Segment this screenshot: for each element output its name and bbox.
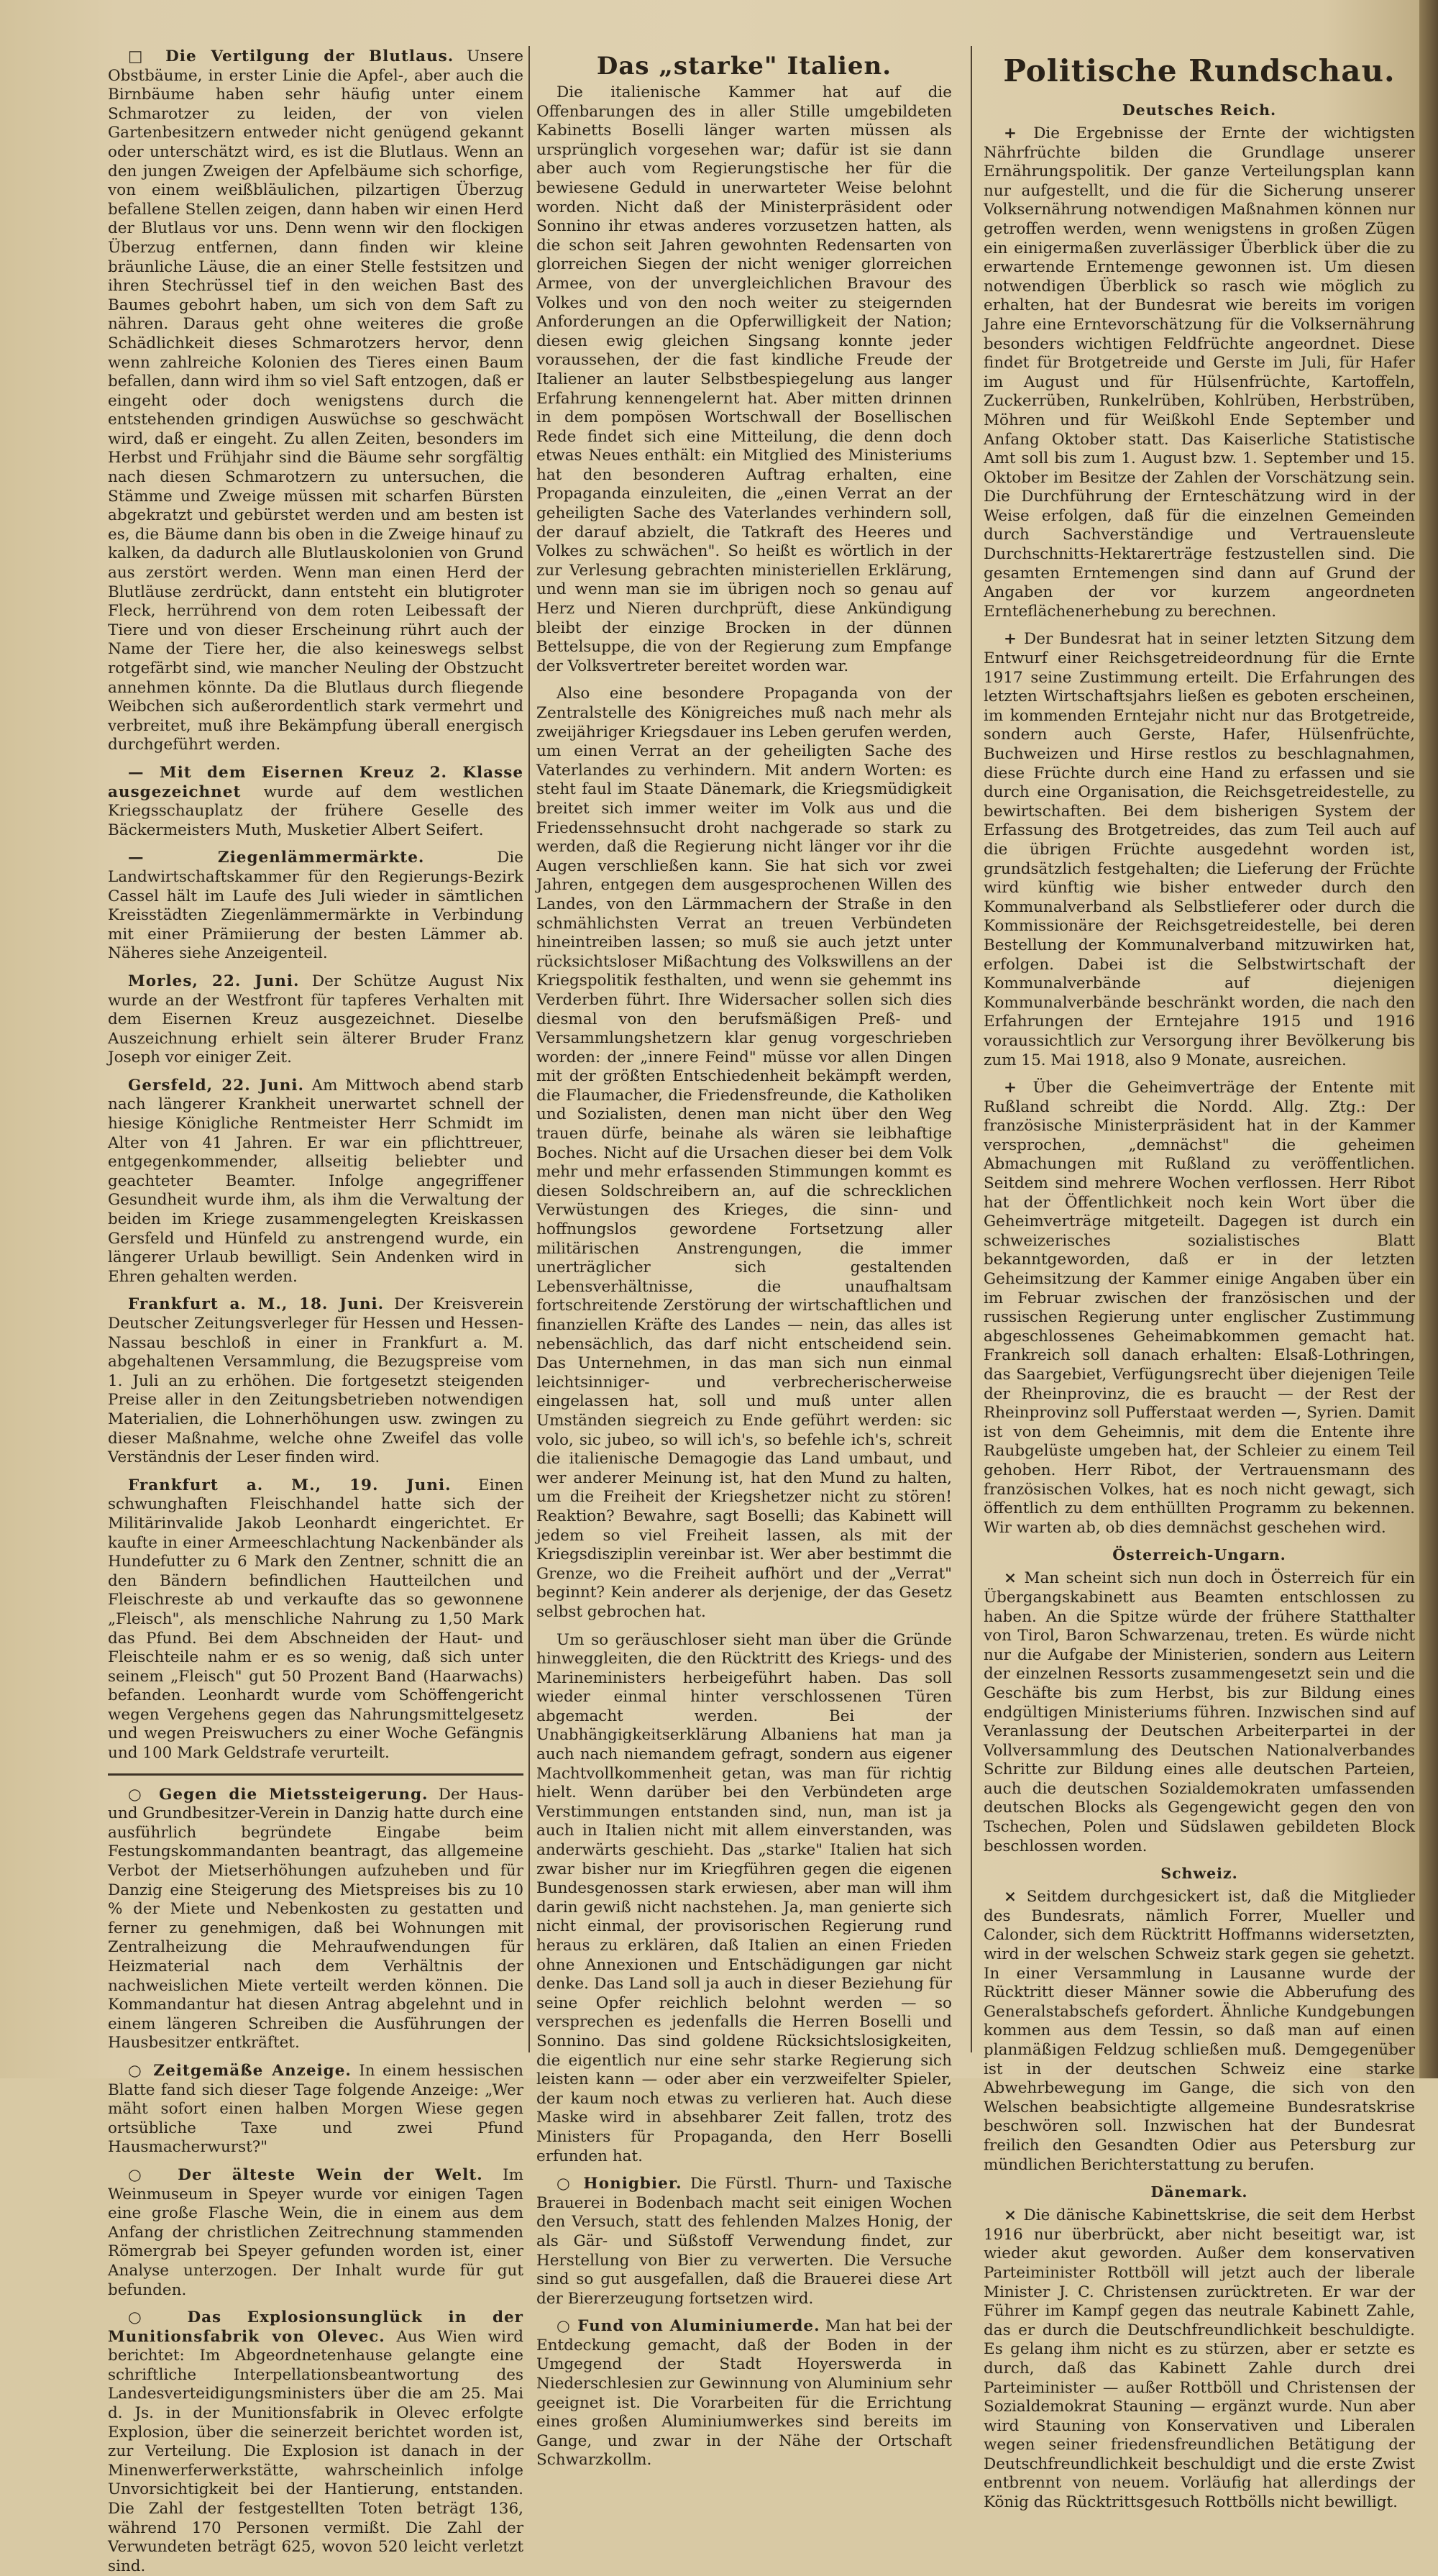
column-local-news [108, 47, 523, 2575]
article: Also eine besondere Propaganda von der Zentralstelle des Königreiches muß nach mehr als zweijähriger Kriegsdauer ins Leben gerufen werden, um einen Verrat an der geheiligten Sache des Vaterlandes zu verhindern. Mit andern Worten: es steht faul im Staate Dänemark, die Kriegsmüdigkeit breitet sich immer weiter im Volk aus und die Friedenssehnsucht droht nachgerade so stark zu werden, daß die Regierung nicht länger vor ihr die Augen verschließen kann. Sie hat sich vor zwei Jahren, entgegen dem ausgesprochenen Willen des Landes, von den Lärmmachern der Straße in den schmählichsten Verrat an treuen Verbündeten hineintreiben lassen; so muß sie auch jetzt unter rücksichtsloser Mißachtung des Volkswillens an der Kriegspolitik festhalten, und wenn sie gehemmt ins Verderben führt. Ihre Widersacher sollen sich dies diesmal von den berufsmäßigen Preß- und Versammlungshetzern klar genug vorgeschrieben worden: der „innere Feind" müsse vor allen Dingen mit der größten Entschiedenheit bekämpft werden, die Flaumacher, die Friedensfreunde, die Katholiken und Sozialisten, denen man nicht über den Weg trauen dürfe, beinahe als wären sie leibhaftige Boches. Nicht auf die Ursachen dieser bei dem Volk mehr und mehr erfassenden Stimmungen kommt es diesen Soldschreibern an, auf die schrecklichen Verwüstungen des Krieges, die sinn- und hoffnungslos gewordene Fortsetzung aller militärischen Anstrengungen, die immer unerträglicher sich gestaltenden Lebensverhältnisse, die unaufhaltsam fortschreitende Zerstörung der wirtschaftlichen und finanziellen Kräfte des Landes — nein, das alles ist nebensächlich, das darf nicht entscheidend sein. Das Unternehmen, in das man sich nun einmal leichtsinniger- und verbrecherischerweise eingelassen hat, soll und muß unter allen Umständen siegreich zu Ende geführt werden: sic volo, sic jubeo, so will ich's, so befehle ich's, schreit die italienische Demagogie das Land umbaut, und wer anderer Meinung ist, hat den Mund zu halten, um die Freiheit der Kriegshetzer nicht zu stören! Reaktion? Bewahre, sagt Boselli; das Kabinett will jedem so viel Freiheit lassen, als mit der Kriegsdisziplin vereinbar ist. Wer aber bestimmt die Grenze, wo die Freiheit aufhört und der „Verrat" beginnt? Kein anderer als derjenige, der das Gesetz selbst gebrochen hat. [536, 685, 952, 1621]
article: × Die dänische Kabinettskrise, die seit dem Herbst 1916 nur überbrückt, aber nicht beseitigt war, ist wieder akut geworden. Außer dem konservativen Parteiminister Rottböll will jetzt auch der liberale Minister J. C. Christensen zurücktreten. Er war der Führer im Kampf gegen das neutrale Kabinett Zahle, das er durch die Deutschfreundlichkeit beschuldigte. Es gelang ihm nicht es zu stürzen, aber er setzte es durch, daß das Kabinett Zahle durch drei Parteiminister — außer Rottböll und Christensen der Sozialdemokrat Stauning — ergänzt wurde. Nun aber wird Stauning von Konservativen und Liberalen wegen seiner friedensfreundlichen Betätigung der Deutschfreundlichkeit beschuldigt und die erste Zwist entbrennt von neuem. Vorläufig hat allerdings der König das Rücktrittsgesuch Rottbölls nicht bewilligt. [984, 2206, 1415, 2512]
article: — Ziegenlämmermärkte. Die Landwirtschaftskammer für den Regierungs-Bezirk Cassel hält im Laufe des Juli wieder in sämtlichen Kreisstädten Ziegenlämmermärkte in Verbindung mit einer Prämiierung der besten Lämmer ab. Näheres siehe Anzeigenteil. [108, 849, 523, 963]
article: Morles, 22. Juni. Der Schütze August Nix wurde an der Westfront für tapferes Verhalten mit dem Eisernen Kreuz ausgezeichnet. Dieselbe Auszeichnung erhielt sein älterer Bruder Franz Joseph vor einiger Zeit. [108, 972, 523, 1067]
article-title: Das „starke" Italien. [596, 52, 892, 81]
article: — Mit dem Eisernen Kreuz 2. Klasse ausgezeichnet wurde auf dem westlichen Kriegsschauplatz der frühere Geselle des Bäckermeisters Muth, Musketier Albert Seifert. [108, 763, 523, 839]
column-rule-right [971, 46, 972, 2052]
article: Frankfurt a. M., 18. Juni. Der Kreisverein Deutscher Zeitungsverleger für Hessen und Hessen-Nassau beschloß in einer in Frankfurt a. M. abgehaltenen Versammlung, die Bezugspreise vom 1. Juli an zu erhöhen. Die fortgesetzt steigenden Preise aller in den Zeitungsbetrieben notwendigen Materialien, die Lohnerhöhungen usw. zwingen zu dieser Maßnahme, welche ohne Zweifel das volle Verständnis der Leser finden wird. [108, 1295, 523, 1467]
article: Um so geräuschloser sieht man über die Gründe hinweggleiten, die den Rücktritt des Kriegs- und des Marineministers herbeigeführt haben. Das soll wieder einmal hinter verschlossenen Türen abgemacht werden. Bei der Unabhängigkeitserklärung Albaniens hat man ja auch nach niemandem gefragt, sondern aus eigener Machtvollkommenheit getan, was man für richtig hielt. Wenn darüber bei den Verbündeten arge Verstimmungen entstanden sind, nun, man ist ja auch in Italien nicht mit allem einverstanden, was anderwärts geschieht. Das „starke" Italien hat sich zwar bisher nur im Kriegführen gegen die eigenen Bundesgenossen stark erwiesen, aber man will ihm darin gewiß nicht nachstehen. Ja, man genierte sich nicht einmal, der provisorischen Regierung rund heraus zu erklären, daß Italien an einen Frieden ohne Annexionen und Entschädigungen gar nicht denke. Das Land soll ja auch in dieser Beziehung für seine Opfer reichlich belohnt werden — so versprechen es jedenfalls die Herren Boselli und Sonnino. Das sind goldene Rücksichtslosigkeiten, die eigentlich nur eine sehr starke Regierung sich leisten kann — oder aber ein verzweifelter Spieler, der kaum noch etwas zu verlieren hat. Auch diese Maske wird in absehbarer Zeit fallen, trotz des Ministers für Propaganda, den Herr Boselli erfunden hat. [536, 1630, 952, 2165]
article: ○ Gegen die Mietssteigerung. Der Haus- und Grundbesitzer-Verein in Danzig hatte durch eine ausführlich begründete Eingabe beim Festungskommandanten beantragt, das allgemeine Verbot der Mietserhöhungen aufzuheben und für Danzig eine Steigerung des Mietspreises bis zu 10 % der Miete und Nebenkosten zu gestatten und ferner zu genehmigen, daß bei Wohnungen mit Zentralheizung die Mehraufwendungen für Heizmaterial nach dem Verhältnis der nachweislichen Miete verteilt werden können. Die Kommandantur hat diesen Antrag abgelehnt und in einem längeren Schreiben die Ausführungen der Hausbesitzer entkräftet. [108, 1785, 523, 2052]
section-divider [108, 1773, 523, 1776]
article: + Die Ergebnisse der Ernte der wichtigsten Nährfrüchte bilden die Grundlage unserer Ernährungspolitik. Der ganze Verteilungsplan kann nur aufgestellt, und die für die Sicherung unserer Volksernährung notwendigen Maßnahmen können nur getroffen werden, wenn wenigstens in großen Zügen ein einigermaßen zuverlässiger Überblick über die zu erwartende Erntemenge gewonnen ist. Um diesen notwendigen Überblick so rasch wie möglich zu erhalten, hat der Bundesrat wie bereits im vorigen Jahre eine Erntevorschätzung für die Volksernährung besonders wichtigen Feldfrüchte angeordnet. Diese findet für Brotgetreide und Gerste im Juli, für Hafer im August und für Hülsenfrüchte, Kartoffeln, Zuckerrüben, Runkelrüben, Kohlrüben, Herbstrüben, Möhren und für Weißkohl Ende September und Anfang Oktober statt. Das Kaiserliche Statistische Amt soll bis zum 1. August bzw. 1. September und 15. Oktober im Besitze der Zahlen der Vorschätzung sein. Die Durchführung der Ernteschätzung wird in der Weise erfolgen, daß für die einzelnen Gemeinden durch Sachverständige und Vertrauensleute Durchschnitts-Hektarerträge festzustellen sind. Die gesamten Erntemengen sind dann auf Grund der Angaben der vor kurzem angeordneten Ernteflächenerhebung zu berechnen. [984, 124, 1415, 621]
article: Die italienische Kammer hat auf die Offenbarungen des in aller Stille umgebildeten Kabinetts Boselli länger warten müssen als ursprünglich vorgesehen war; dafür ist sie dann aber auch vom Regierungstische her für die bewiesene Geduld in unerwarteter Weise belohnt worden. Nicht daß der Ministerpräsident oder Sonnino ihr etwas anderes vorzusetzen hatten, als die schon seit Jahren gewohnten Redensarten von glorreichen Siegen der nicht weniger glorreichen Armee, von der unvergleichlichen Bravour des Volkes und von den noch weiter zu steigernden Anforderungen an die Opferwilligkeit der Nation; diesen ewig gleichen Singsang konnte jeder voraussehen, der die fast kindliche Freude der Italiener an lauter Selbstbespiegelung aus langer Erfahrung kennengelernt hat. Aber mitten drinnen in dem pompösen Wortschwall der Bosellischen Rede findet sich eine Mitteilung, die denn doch etwas Neues enthält: ein Mitglied des Ministeriums hat den besonderen Auftrag erhalten, eine Propaganda einzuleiten, die „einen Verrat an der geheiligten Sache des Vaterlandes verhindern soll, der darauf abzielt, die Tatkraft des Heeres und Volkes zu schwächen". So heißt es wörtlich in der zur Verlesung gebrachten ministeriellen Erklärung, und wenn man sie im übrigen noch so genau auf Herz und Nieren durchprüft, diese Ankündigung bleibt der einzige Brocken in der dünnen Bettelsuppe, die von der Regierung zum Empfange der Volksvertreter bereitet worden war. [536, 83, 952, 675]
article: × Man scheint sich nun doch in Österreich für ein Übergangskabinett aus Beamten entschlossen zu haben. An die Spitze würde der frühere Statthalter von Tirol, Baron Schwarzenau, treten. Es würde nicht nur die Aufgabe der Ministerien, sondern aus Leitern der einzelnen Ressorts zusammengesetzt sein und die Geschäfte bis zum Herbst, bis zur Bildung eines endgültigen Ministeriums führen. Inzwischen sind auf Veranlassung der Deutschen Arbeiterpartei in der Vollversammlung des Deutschen Nationalverbandes Schritte zur Bildung eines alle deutschen Parteien, auch die deutschen Sozialdemokraten umfassenden deutschen Blocks als Gegengewicht gegen den von Tschechen, Polen und Südslawen gebildeten Block beschlossen worden. [984, 1569, 1415, 1855]
article: + Der Bundesrat hat in seiner letzten Sitzung dem Entwurf einer Reichsgetreideordnung für die Ernte 1917 seine Zustimmung erteilt. Die Erfahrungen des letzten Wirtschaftsjahrs ließen es geboten erscheinen, im kommenden Erntejahr nicht nur das Brotgetreide, sondern auch Gerste, Hafer, Hülsenfrüchte, Buchweizen und Hirse restlos zu beschlagnahmen, diese Früchte durch eine Hand zu erfassen und sie durch eine Organisation, die Reichsgetreidestelle, zu bewirtschaften. Bei dem bisherigen System der Erfassung des Brotgetreides, das zum Teil auch auf die übrigen Früchte ausgedehnt worden ist, grundsätzlich festgehalten; die Lieferung der Früchte wird künftig wie bisher entweder durch den Kommunalverband als Selbstlieferer oder durch die Kommissionäre der Reichsgetreidestelle, bei deren Bestellung der Kommunalverband mitzuwirken hat, erfolgen. Dabei ist die Selbstwirtschaft der Kommunalverbände auf diejenigen Kommunalverbände beschränkt worden, die nach den Erfahrungen der Erntejahre 1915 und 1916 voraussichtlich zur Versorgung ihrer Bevölkerung bis zum 15. Mai 1918, also 9 Monate, ausreichen. [984, 630, 1415, 1069]
article: ○ Zeitgemäße Anzeige. In einem hessischen Blatte fand sich dieser Tage folgende Anzeige: „Wer mäht sofort einen halben Morgen Wiese gegen ortsübliche Taxe und zwei Pfund Hausmacherwurst?" [108, 2061, 523, 2157]
column-political-review [984, 47, 1415, 2512]
page-edge-shadow [1419, 0, 1438, 2078]
article: × Seitdem durchgesickert ist, daß die Mitglieder des Bundesrats, nämlich Forrer, Mueller und Calonder, sich dem Rücktritt Hoffmanns widersetzten, wird in der welschen Schweiz stark gegen sie gehetzt. In einer Versammlung in Lausanne wurde der Rücktritt dieser Männer sowie die Abberufung des Generalstabschefs gefordert. Ähnliche Kundgebungen kommen aus dem Tessin, so daß man auf einen planmäßigen Feldzug schließen muß. Demgegenüber ist in der deutschen Schweiz eine starke Abwehrbewegung im Gange, die sich von den Welschen beabsichtigte allgemeine Bundesratskrise beschwören soll. Inzwischen hat der Bundesrat freilich den Gesandten Odier aus Petersburg zur mündlichen Berichterstattung zu berufen. [984, 1888, 1415, 2174]
article: ○ Fund von Aluminiumerde. Man hat bei der Entdeckung gemacht, daß der Boden in der Umgegend der Stadt Hoyerswerda in Niederschlesien zur Gewinnung von Aluminium sehr geeignet ist. Die Vorarbeiten für die Errichtung eines großen Aluminiumwerkes sind bereits im Gange, und zwar in der Nähe der Ortschaft Schwarzkollm. [536, 2317, 952, 2470]
article: Frankfurt a. M., 19. Juni. Einen schwunghaften Fleischhandel hatte sich der Militärinvalide Jakob Leonhardt eingerichtet. Er kaufte in einer Armeeschlachtung Nackenbänder als Hundefutter zu 6 Mark den Zentner, schnitt die an den Bändern befindlichen Hautteilchen und Fleischreste ab und verkaufte das so gewonnene „Fleisch", als menschliche Nahrung zu 1,50 Mark das Pfund. Bei dem Abschneiden der Haut- und Fleischteile nahm er es so wenig, daß sich unter seinem „Fleisch" gut 50 Prozent Band (Haarwachs) befanden. Leonhardt wurde vom Schöffengericht wegen Vergehens gegen das Nahrungsmittelgesetz und wegen Preiswuchers zu einer Woche Gefängnis und 100 Mark Geldstrafe verurteilt. [108, 1476, 523, 1763]
section-title-switzerland: Schweiz. [1160, 1865, 1238, 1883]
section-title-denmark: Dänemark. [1150, 2183, 1248, 2201]
article: ○ Das Explosionsunglück in der Munitionsfabrik von Olevec. Aus Wien wird berichtet: Im Abgeordnetenhause gelangte eine schriftliche Interpellationsbeantwortung des Landesverteidigungsministers über die am 25. Mai d. Js. in der Munitionsfabrik in Olevec erfolgte Explosion, über die seinerzeit berichtet worden ist, zur Verteilung. Die Explosion ist danach in der Minenwerferwerkstätte, wahrscheinlich infolge Unvorsichtigkeit bei der Hantierung, entstanden. Die Zahl der festgestellten Toten beträgt 136, während 170 Personen vermißt. Die Zahl der Verwundeten beträgt 625, wovon 520 leicht verletzt sind. [108, 2308, 523, 2575]
section-title-austria-hungary: Österreich-Ungarn. [1112, 1546, 1286, 1564]
article: + Über die Geheimverträge der Entente mit Rußland schreibt die Nordd. Allg. Ztg.: Der französische Ministerpräsident hat in der Kammer versprochen, „demnächst" die geheimen Abmachungen mit Rußland zu veröffentlichen. Seitdem sind mehrere Wochen verflossen. Herr Ribot hat der Öffentlichkeit noch kein Wort über die Geheimverträge mitgeteilt. Dagegen ist durch ein schweizerisches sozialistisches Blatt bekanntgeworden, daß er in der letzten Geheimsitzung der Kammer einige Angaben über ein im Februar zwischen der französischen und der russischen Regierung unter englischer Zustimmung abgeschlossenes Geheimabkommen gemacht hat. Frankreich soll danach erhalten: Elsaß-Lothringen, das Saargebiet, Verfügungsrecht über diejenigen Teile der Rheinprovinz, die es braucht — der Rest der Rheinprovinz soll Pufferstaat werden —, Syrien. Damit ist von dem Geheimnis, mit dem die Entente ihre Raubgelüste umgeben hat, der Schleier zu einem Teil gehoben. Herr Ribot, der Vertrauensmann des französischen Volkes, hat es noch nicht gewagt, sich öffentlich zu dem enthüllten Programm zu bekennen. Wir warten ab, ob dies demnächst geschehen wird. [984, 1079, 1415, 1537]
column-title: Politische Rundschau. [1003, 53, 1396, 88]
column-rule-left [528, 46, 530, 2052]
article: □ Die Vertilgung der Blutlaus. Unsere Obstbäume, in erster Linie die Apfel-, aber auch die Birnbäume haben sehr häufig unter einem Schmarotzer zu leiden, der von vielen Gartenbesitzern entweder nicht genügend gekannt oder unterschätzt wird, es ist die Blutlaus. Wenn an den jungen Zweigen der Apfelbäume sich schorfige, von einem weißbläulichen, pilzartigen Überzug befallene Stellen zeigen, dann haben wir einen Herd der Blutlaus vor uns. Denn wenn wir den flockigen Überzug entfernen, dann finden wir kleine bräunliche Läuse, die an einer Stelle festsitzen und ihren Stechrüssel tief in den weichen Bast des Baumes gebohrt haben, um sich von dem Saft zu nähren. Daraus geht ohne weiteres die große Schädlichkeit dieses Schmarotzers hervor, denn wenn zahlreiche Kolonien des Tieres einen Baum befallen, dann wird ihm so viel Saft entzogen, daß er eingeht oder doch wenigstens durch die entstehenden grindigen Auswüchse so geschwächt wird, daß er eingeht. Zu allen Zeiten, besonders im Herbst und Frühjahr sind die Bäume sehr sorgfältig nach diesen Schmarotzern zu untersuchen, die Stämme und Zweige müssen mit scharfen Bürsten abgekratzt und gebürstet werden und am besten ist es, die Bäume dann bis oben in die Zweige hinauf zu kalken, da dadurch alle Blutlauskolonien von Grund aus zerstört werden. Wenn man einen Herd der Blutläuse zerdrückt, dann entsteht ein blutigroter Fleck, herrührend von dem roten Leibessaft der Tiere und von dieser Erscheinung rührt auch der Name der Tiere her, die also keineswegs selbst rotgefärbt sind, wie mancher Neuling der Obstzucht annehmen könnte. Da die Blutlaus durch fliegende Weibchen sich außerordentlich stark vermehrt und verbreitet, muß ihre Bekämpfung überall energisch durchgeführt werden. [108, 47, 523, 754]
article: ○ Der älteste Wein der Welt. Im Weinmuseum in Speyer wurde vor einigen Tagen eine große Flasche Wein, die in einem aus dem Anfang der christlichen Zeitrechnung stammenden Römergrab bei Speyer gefunden worden ist, einer Analyse unterzogen. Der Inhalt wurde für gut befunden. [108, 2165, 523, 2299]
section-title-germany: Deutsches Reich. [1122, 101, 1277, 119]
article: ○ Honigbier. Die Fürstl. Thurn- und Taxische Brauerei in Bodenbach macht seit einigen Wochen den Versuch, statt des fehlenden Malzes Honig, der als Gär- und Süßstoff Verwendung findet, zur Herstellung von Bier zu verwerten. Die Versuche sind so gut ausgefallen, daß die Brauerei diese Art der Biererzeugung fortsetzen wird. [536, 2175, 952, 2308]
column-italy-article [536, 47, 952, 2470]
article: Gersfeld, 22. Juni. Am Mittwoch abend starb nach längerer Krankheit unerwartet schnell der hiesige Königliche Rentmeister Herr Schmidt im Alter von 41 Jahren. Er war ein pflichttreuer, entgegenkommender, allseitig beliebter und geachteter Beamter. Infolge angegriffener Gesundheit wurde ihm, als ihm die Verwaltung der beiden im Kriege zusammengelegten Kreiskassen Gersfeld und Hünfeld zu anstrengend wurde, ein längerer Urlaub bewilligt. Sein Andenken wird in Ehren gehalten werden. [108, 1076, 523, 1286]
